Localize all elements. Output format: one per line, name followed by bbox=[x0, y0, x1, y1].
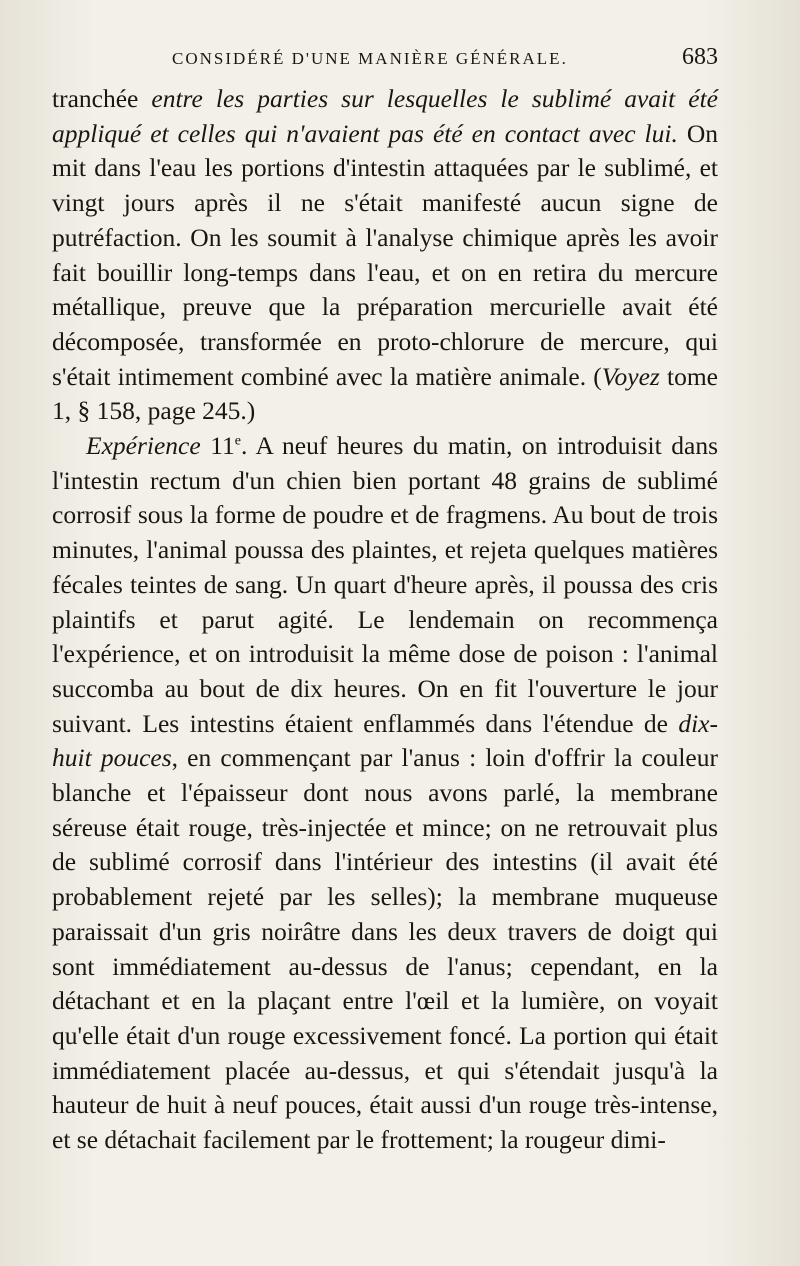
italic-run: entre les parties sur lesquelles le sublimé avait été appliqué et celles qui n'avaient pas été en contact avec lui. bbox=[52, 84, 718, 148]
paragraph-experience bbox=[52, 429, 718, 1158]
body-text bbox=[52, 82, 718, 1158]
italic-run: dix-huit pouces bbox=[52, 708, 718, 773]
text-run: . A neuf heures du matin, on introduisit dans l'intestin rectum d'un chien bien portant 48 grains de sublimé corrosif sous la forme de poudre et de fragmens. Au bout de trois minutes, l'animal poussa des plaintes, et rejeta quelques matières fécales teintes de sang. Un quart d'heure après, il poussa des cris plaintifs et parut agité. Le lendemain on recommença l'expérience, et on introduisit la même dose de poison : l'animal succomba au bout de dix heures. On en fit l'ouverture le jour suivant. Les intestins étaient enflammés dans l'étendue de bbox=[52, 431, 718, 738]
text-run: , en commençant par l'anus : loin d'offrir la couleur blanche et l'épaisseur dont nous avons parlé, la membrane séreuse était rouge, très-injectée et mince; on ne retrouvait plus de sublimé corrosif dans l'intérieur des intestins (il avait été probablement rejeté par les selles); la membrane muqueuse paraissait d'un gris noirâtre dans les deux travers de doigt qui sont immédiatement au-dessus de l'anus; cependant, en la détachant et en la plaçant entre l'œil et la lumière, on voyait qu'elle était d'un rouge excessivement foncé. La portion qui était immédiatement placée au-dessus, et qui s'étendait jusqu'à la hauteur de huit à neuf pouces, était aussi d'un rouge très-intense, et se détachait facilement par le frottement; la rougeur dimi- bbox=[52, 743, 718, 1155]
text-run: tome 1, § 158, page 245.) bbox=[52, 361, 718, 426]
experience-heading: Expérience bbox=[86, 431, 201, 461]
text-run: On mit dans l'eau les portions d'intestin attaquées par le sublimé, et vingt jours après il ne s'était manifesté aucun signe de putréfaction. On les soumit à l'analyse chimique après les avoir fait bouillir long-temps dans l'eau, et on en retira du mercure métallique, preuve que la préparation mercurielle avait été décomposée, transformée en proto-chlorure de mercure, qui s'était intimement combiné avec la matière animale. ( bbox=[52, 118, 718, 391]
page-header bbox=[52, 44, 718, 82]
text-run: tranchée bbox=[52, 84, 152, 113]
ordinal-superscript: e bbox=[234, 433, 241, 449]
italic-run: Voyez bbox=[601, 361, 660, 391]
text-run: 11 bbox=[200, 431, 235, 461]
running-title: CONSIDÉRÉ D'UNE MANIÈRE GÉNÉRALE. bbox=[172, 49, 568, 68]
page-number: 683 bbox=[682, 44, 718, 70]
paragraph-continuation bbox=[52, 82, 718, 429]
